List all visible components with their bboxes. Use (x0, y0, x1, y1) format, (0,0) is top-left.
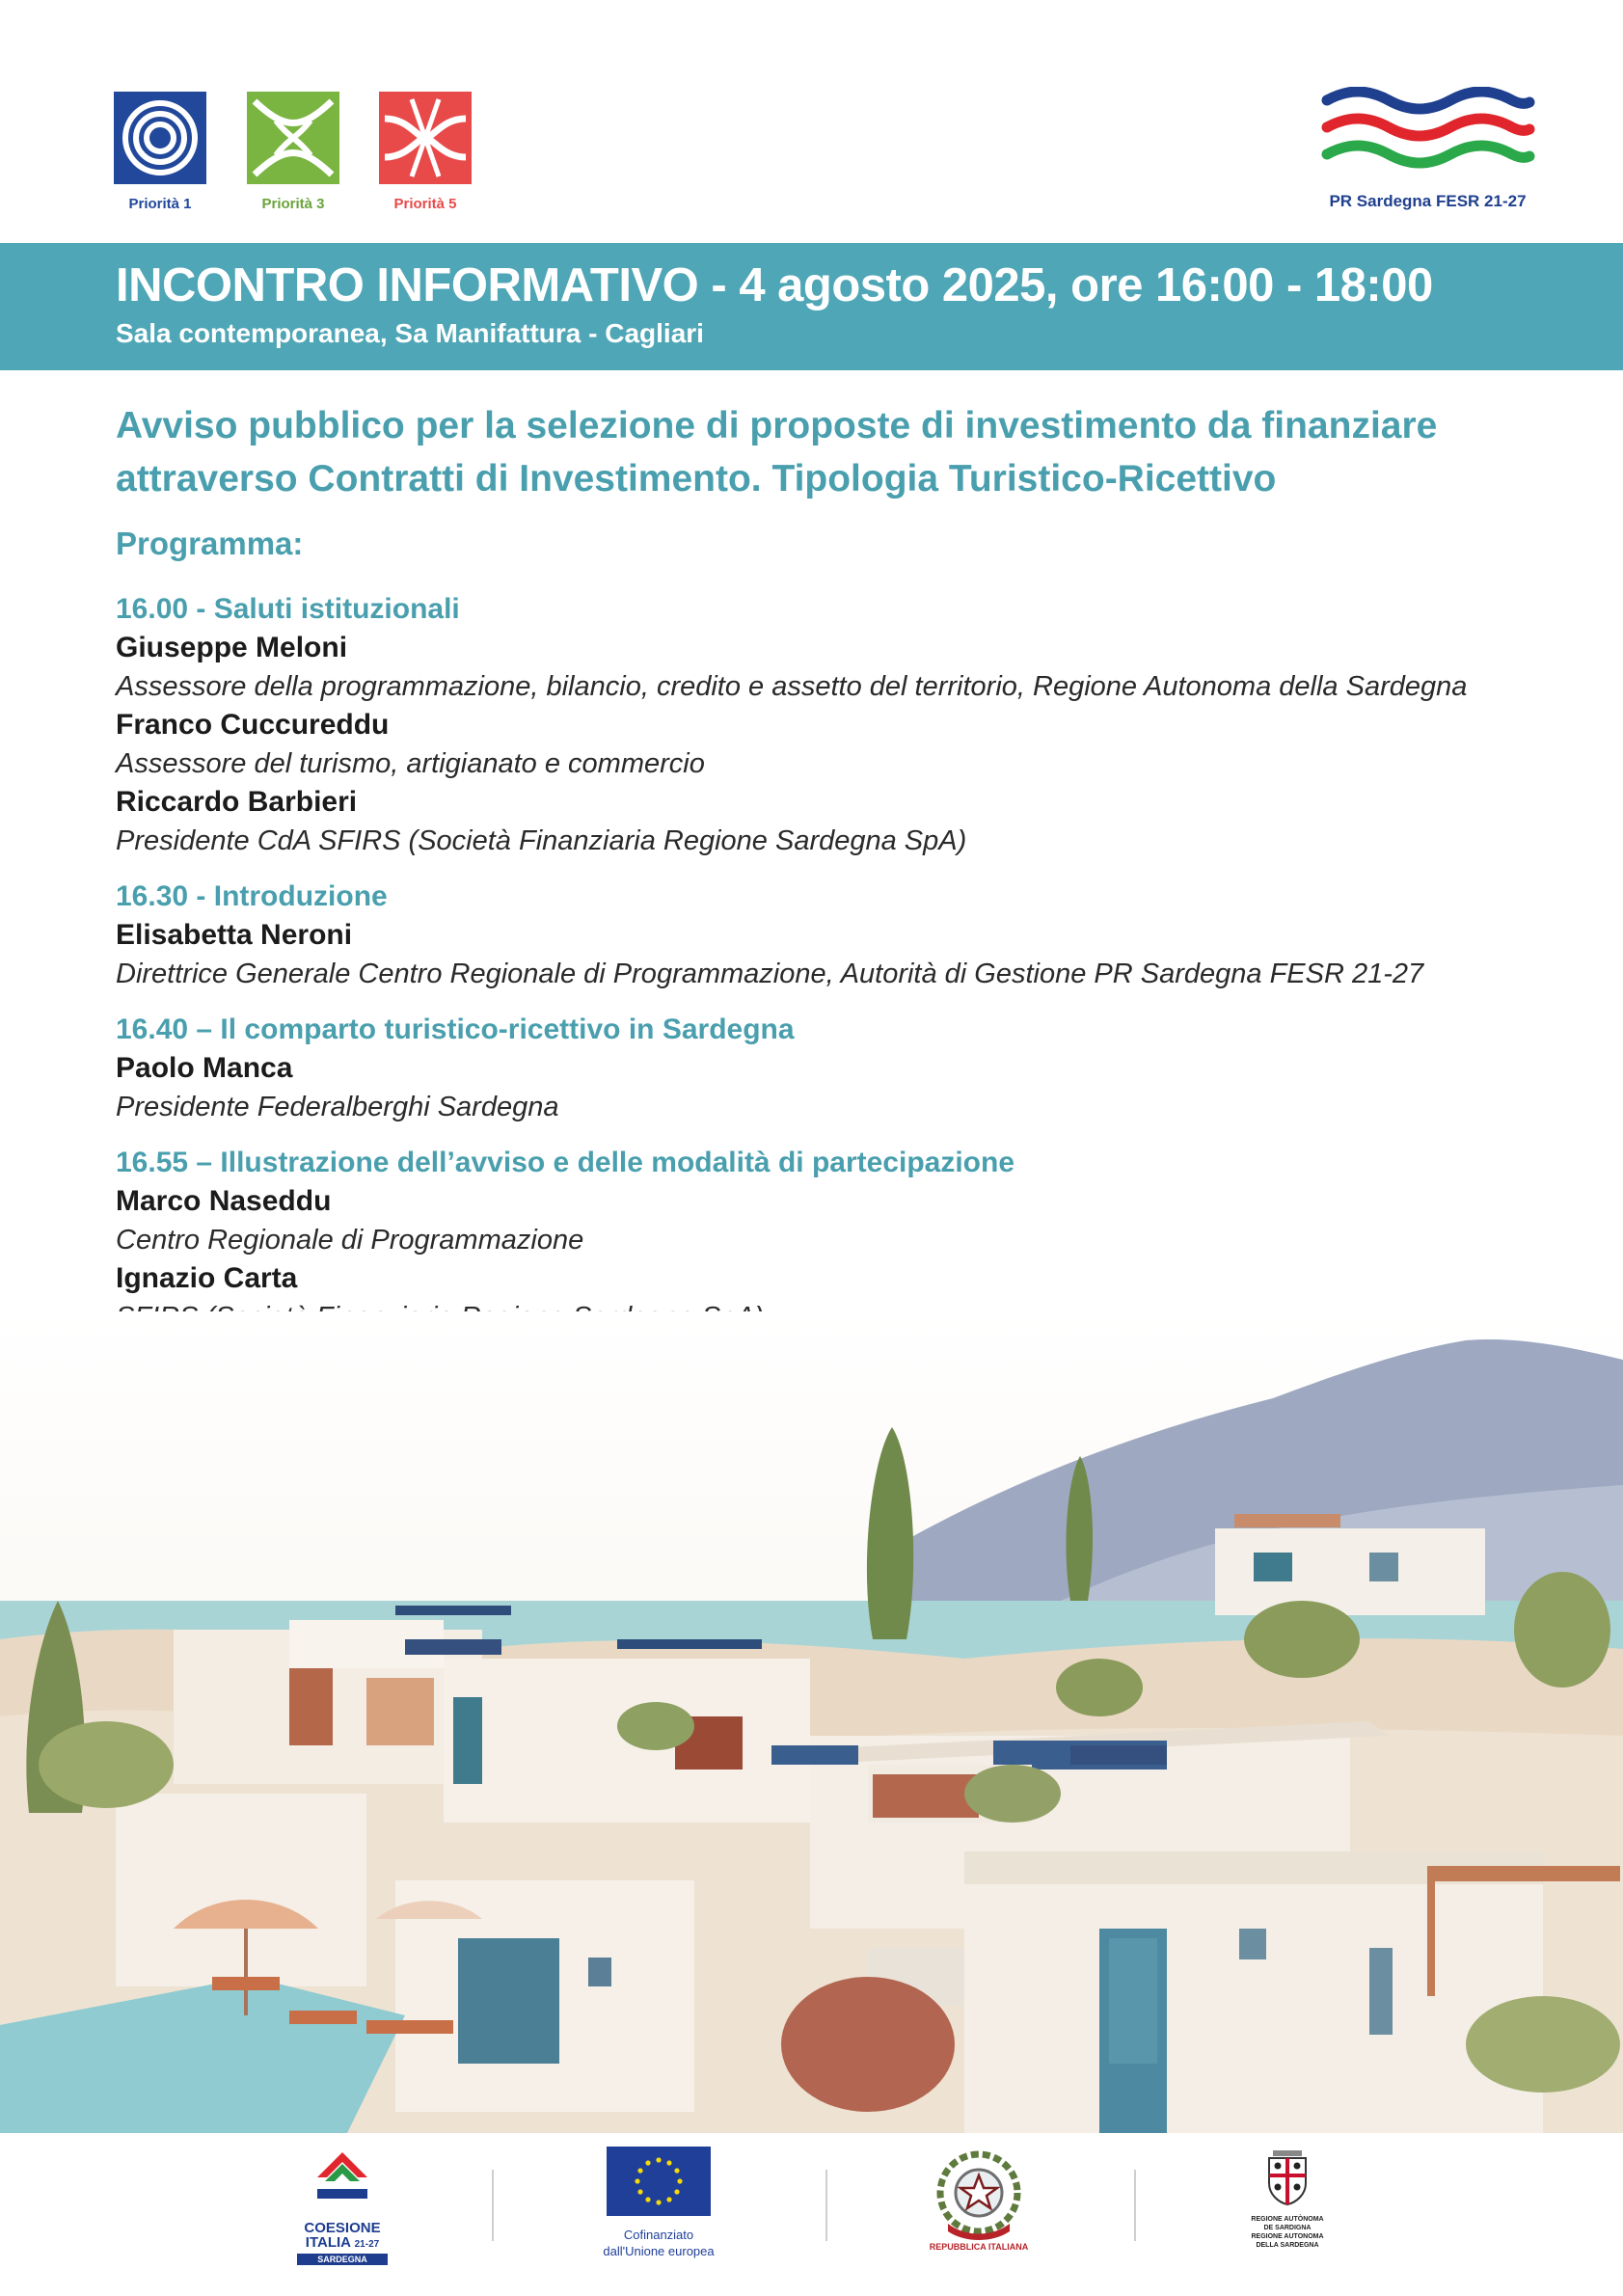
slot-time: 16.00 - Saluti istituzionali (116, 593, 460, 625)
priority-3-icon (247, 92, 339, 184)
pr-sardegna-logo (1319, 87, 1536, 211)
footer-logos (0, 2133, 1623, 2296)
coesione-line1: COESIONE (304, 2220, 381, 2236)
regione-line: REGIONE AUTONOMA (1251, 2233, 1324, 2240)
speaker-name: Marco Naseddu (116, 1185, 332, 1217)
speaker-name: Ignazio Carta (116, 1262, 298, 1294)
speaker-name: Giuseppe Meloni (116, 632, 348, 663)
sardinia-coat-of-arms-icon (1263, 2147, 1312, 2206)
priority-1-label: Priorità 1 (128, 196, 192, 212)
eu-line2: dall'Unione europea (603, 2244, 715, 2258)
speaker-name: Franco Cuccureddu (116, 709, 390, 741)
regione-line: DELLA SARDEGNA (1256, 2242, 1319, 2249)
speaker-role: Assessore del turismo, artigianato e commercio (116, 748, 705, 779)
program-slot (116, 1011, 1543, 1126)
priority-3-logo (247, 92, 339, 212)
slot-time: 16.30 - Introduzione (116, 880, 388, 912)
event-title: INCONTRO INFORMATIVO - 4 agosto 2025, ore 16:00 - 18:00 (116, 259, 1433, 311)
waves-icon (1319, 87, 1536, 181)
priority-5-icon (379, 92, 472, 184)
eu-line1: Cofinanziato (623, 2228, 694, 2242)
slot-time: 16.55 – Illustrazione dell’avviso e delle modalità di partecipazione (116, 1147, 1015, 1178)
priority-3-label: Priorità 3 (261, 196, 325, 212)
speaker-name: Paolo Manca (116, 1052, 293, 1084)
priority-1-logo (114, 92, 206, 212)
speaker-name: Riccardo Barbieri (116, 786, 358, 818)
speaker-role: Presidente CdA SFIRS (Società Finanziaria Regione Sardegna SpA) (116, 825, 967, 856)
speaker-name: Elisabetta Neroni (116, 919, 353, 951)
event-venue: Sala contemporanea, Sa Manifattura - Cagliari (116, 318, 704, 348)
coesione-arrow-icon (304, 2147, 381, 2216)
footer-separator (492, 2170, 494, 2241)
repubblica-italiana-emblem (916, 2147, 1041, 2252)
program-slot (116, 878, 1543, 993)
speaker-role: Centro Regionale di Programmazione (116, 1225, 584, 1256)
speaker-role: Presidente Federalberghi Sardegna (116, 1092, 559, 1122)
priority-5-logo (379, 92, 472, 212)
eu-logo (567, 2147, 750, 2259)
coesione-years: 21-27 (354, 2239, 380, 2250)
coesione-region: SARDEGNA (297, 2254, 388, 2265)
regione-sardegna-logo (1225, 2147, 1350, 2250)
speaker-role: Assessore della programmazione, bilancio, credito e assetto del territorio, Regione Autonoma della Sardegna (116, 671, 1468, 702)
coesione-line2: ITALIA (305, 2234, 351, 2251)
program-title: Programma: (116, 526, 304, 561)
program-slot (116, 590, 1543, 860)
footer-separator (1134, 2170, 1136, 2241)
event-banner (0, 243, 1623, 370)
footer-separator (825, 2170, 827, 2241)
priority-5-label: Priorità 5 (393, 196, 457, 212)
coesione-italia-logo (289, 2147, 395, 2265)
regione-line: DE SARDIGNA (1263, 2225, 1312, 2231)
program-slot (116, 1144, 1543, 1337)
notice-headline: Avviso pubblico per la selezione di proposte di investimento da finanziare attraverso Contratti di Investimento. Tipologia Turistico-Ricettivo (116, 405, 1438, 500)
village-illustration (0, 1311, 1623, 2133)
speaker-role: Direttrice Generale Centro Regionale di Programmazione, Autorità di Gestione PR Sardegna FESR 21-27 (116, 959, 1424, 989)
pr-sardegna-label: PR Sardegna FESR 21-27 (1329, 192, 1527, 210)
priority-1-icon (114, 92, 206, 184)
repubblica-text: REPUBBLICA ITALIANA (929, 2242, 1029, 2252)
regione-line: REGIONE AUTÒNOMA (1251, 2216, 1324, 2223)
slot-time: 16.40 – Il comparto turistico-ricettivo in Sardegna (116, 1013, 795, 1045)
eu-flag-icon (607, 2147, 711, 2216)
italian-emblem-icon (931, 2147, 1027, 2243)
